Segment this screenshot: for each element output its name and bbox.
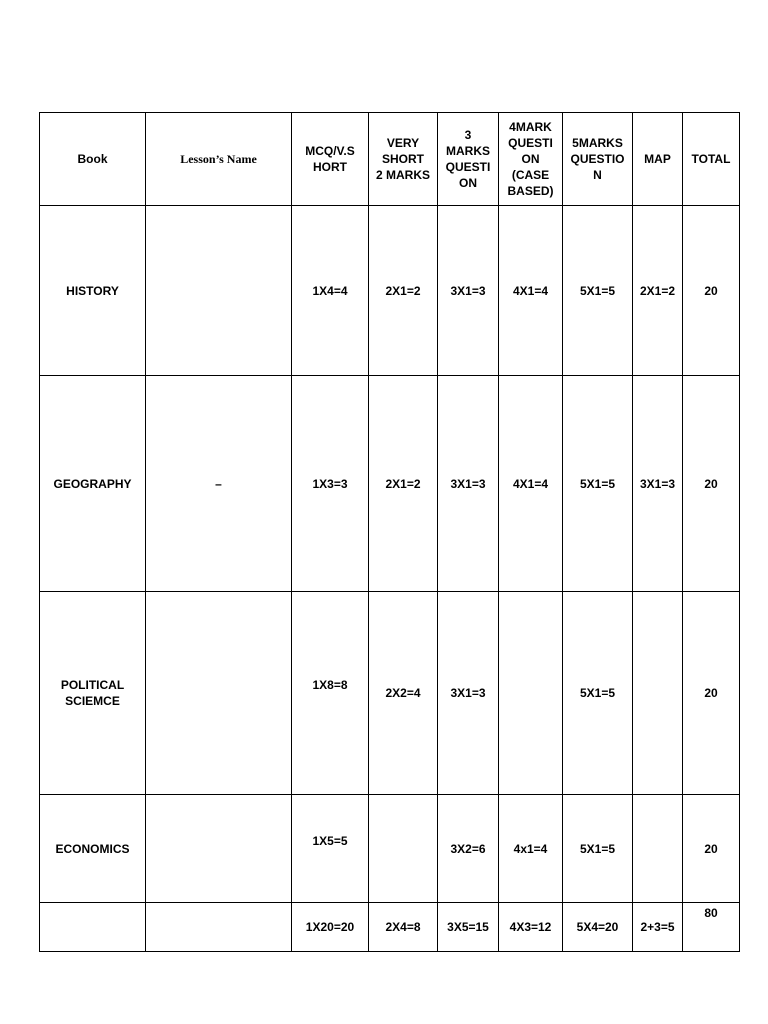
total-cell: 20 [683,592,740,795]
lesson-cell [146,592,292,795]
map-cell [633,795,683,903]
table-row-economics [40,795,740,903]
very-short-cell: 2X2=4 [369,592,438,795]
lesson-cell [146,795,292,903]
header-row [40,113,740,206]
three-marks-cell: 3X1=3 [438,206,499,376]
lesson-cell [146,903,292,952]
header-book: Book [40,113,146,206]
three-marks-cell: 3X2=6 [438,795,499,903]
total-cell: 20 [683,206,740,376]
three-marks-cell: 3X1=3 [438,376,499,592]
five-marks-cell: 5X1=5 [563,592,633,795]
book-cell [40,903,146,952]
four-marks-cell [499,592,563,795]
map-cell: 3X1=3 [633,376,683,592]
very-short-cell [369,795,438,903]
map-cell [633,592,683,795]
mcq-total-cell: 1X20=20 [292,903,369,952]
map-total-cell: 2+3=5 [633,903,683,952]
book-cell: GEOGRAPHY [40,376,146,592]
total-cell: 20 [683,376,740,592]
five-marks-total-cell: 5X4=20 [563,903,633,952]
table-row-political-science [40,592,740,795]
lesson-cell: – [146,376,292,592]
four-marks-cell: 4X1=4 [499,206,563,376]
total-cell: 20 [683,795,740,903]
four-marks-cell: 4X1=4 [499,376,563,592]
header-mcq: MCQ/V.S HORT [292,113,369,206]
mcq-cell: 1X5=5 [292,795,369,903]
book-cell: HISTORY [40,206,146,376]
five-marks-cell: 5X1=5 [563,795,633,903]
grand-total-cell: 80 [683,903,740,952]
very-short-total-cell: 2X4=8 [369,903,438,952]
marks-distribution-table [39,112,740,952]
table-row-history [40,206,740,376]
mcq-cell: 1X8=8 [292,592,369,795]
book-cell: ECONOMICS [40,795,146,903]
mcq-cell: 1X4=4 [292,206,369,376]
three-marks-total-cell: 3X5=15 [438,903,499,952]
header-four-marks: 4MARK QUESTI ON (CASE BASED) [499,113,563,206]
three-marks-cell: 3X1=3 [438,592,499,795]
header-three-marks: 3 MARKS QUESTI ON [438,113,499,206]
very-short-cell: 2X1=2 [369,206,438,376]
table-row-totals [40,903,740,952]
four-marks-total-cell: 4X3=12 [499,903,563,952]
header-lesson-name: Lesson’s Name [146,113,292,206]
four-marks-cell: 4x1=4 [499,795,563,903]
map-cell: 2X1=2 [633,206,683,376]
table-row-geography [40,376,740,592]
header-total: TOTAL [683,113,740,206]
header-five-marks: 5MARKS QUESTIO N [563,113,633,206]
book-cell: POLITICAL SCIEMCE [40,592,146,795]
five-marks-cell: 5X1=5 [563,376,633,592]
header-very-short: VERY SHORT 2 MARKS [369,113,438,206]
lesson-cell [146,206,292,376]
five-marks-cell: 5X1=5 [563,206,633,376]
mcq-cell: 1X3=3 [292,376,369,592]
very-short-cell: 2X1=2 [369,376,438,592]
header-map: MAP [633,113,683,206]
